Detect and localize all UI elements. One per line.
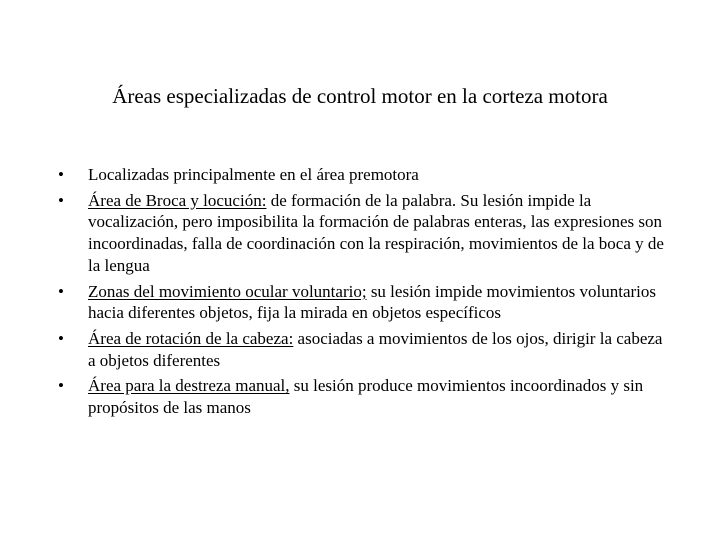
bullet-text: Localizadas principalmente en el área premotora	[88, 165, 419, 184]
bullet-item	[58, 375, 668, 418]
slide-title: Áreas especializadas de control motor en la corteza motora	[112, 84, 608, 108]
bullet-icon: •	[58, 281, 64, 301]
bullet-text: su lesión produce movimientos incoordinados y sin propósitos de las manos	[88, 376, 644, 418]
bullet-icon: •	[58, 328, 64, 348]
bullet-text: de formación de la palabra. Su lesión impide la vocalización, pero imposibilita la formación de palabras enteras, las expresiones son incoordinadas, falla de coordinación con la respiración, movimientos de la boca y de la lengua	[88, 190, 664, 275]
bullet-icon: •	[58, 165, 64, 184]
bullet-icon: •	[58, 376, 64, 396]
bullet-text: su lesión impide movimientos voluntarios hacia diferentes objetos, fija la mirada en objetos específicos	[88, 281, 657, 323]
bullet-list	[58, 164, 668, 423]
bullet-icon: •	[58, 190, 64, 210]
bullet-heading: Zonas del movimiento ocular voluntario;	[88, 281, 367, 301]
bullet-heading: Área para la destreza manual,	[88, 376, 290, 396]
bullet-text: asociadas a movimientos de los ojos, dirigir la cabeza a objetos diferentes	[88, 328, 663, 370]
bullet-heading: Área de Broca y locución:	[88, 190, 267, 210]
bullet-heading: Área de rotación de la cabeza:	[88, 328, 294, 348]
bullet-item	[58, 164, 668, 186]
bullet-item	[58, 190, 668, 277]
bullet-item	[58, 281, 668, 324]
bullet-item	[58, 328, 668, 371]
